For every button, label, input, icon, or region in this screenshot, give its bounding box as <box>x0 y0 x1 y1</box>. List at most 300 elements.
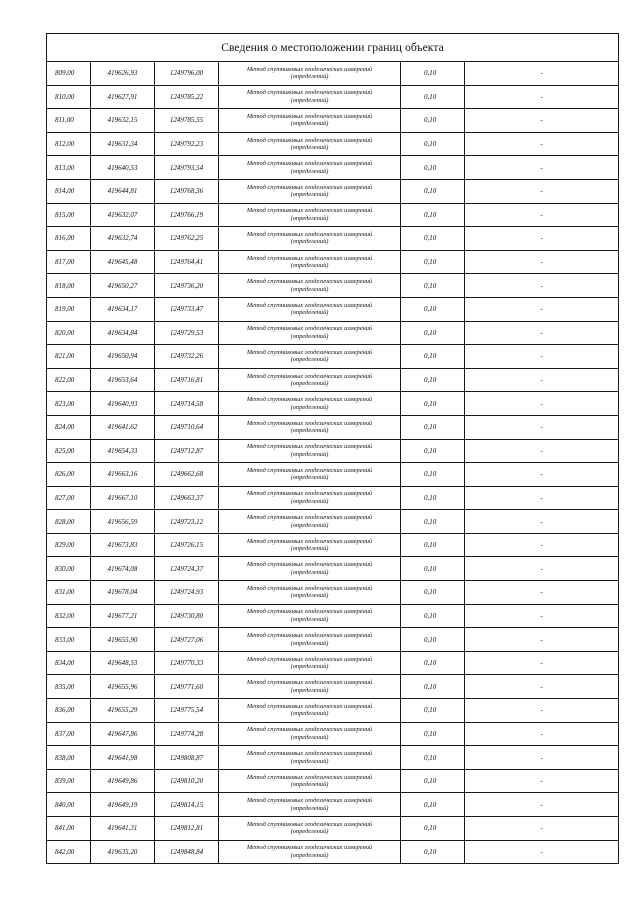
x-coordinate-cell: 419655,96 <box>91 675 155 699</box>
note-cell: - <box>465 109 619 133</box>
point-number-cell: 812,00 <box>47 132 91 156</box>
accuracy-cell: 0,10 <box>401 533 465 557</box>
table-row <box>47 345 619 369</box>
point-number-cell: 815,00 <box>47 203 91 227</box>
method-line-2: (определений) <box>290 73 329 81</box>
accuracy-cell: 0,10 <box>401 345 465 369</box>
y-coordinate-cell: 1249736,20 <box>155 274 219 298</box>
method-line-2: (определений) <box>290 615 329 623</box>
y-coordinate-cell: 1249732,26 <box>155 345 219 369</box>
y-coordinate-cell: 1249766,19 <box>155 203 219 227</box>
method-line-1: Метод спутниковых геодезических измерений <box>246 160 373 168</box>
y-coordinate-cell: 1249723,12 <box>155 510 219 534</box>
x-coordinate-cell: 419648,53 <box>91 651 155 675</box>
table-row <box>47 85 619 109</box>
accuracy-cell: 0,10 <box>401 179 465 203</box>
accuracy-cell: 0,10 <box>401 85 465 109</box>
y-coordinate-cell: 1249724,93 <box>155 581 219 605</box>
point-number-cell: 842,00 <box>47 840 91 864</box>
x-coordinate-cell: 419641,62 <box>91 415 155 439</box>
y-coordinate-cell: 1249726,15 <box>155 533 219 557</box>
y-coordinate-cell: 1249729,53 <box>155 321 219 345</box>
method-line-1: Метод спутниковых геодезических измерений <box>246 797 373 805</box>
method-line-2: (определений) <box>290 214 329 222</box>
table-row <box>47 628 619 652</box>
point-number-cell: 818,00 <box>47 274 91 298</box>
note-cell: - <box>465 793 619 817</box>
method-cell <box>219 132 401 156</box>
y-coordinate-cell: 1249810,20 <box>155 769 219 793</box>
table-row <box>47 250 619 274</box>
accuracy-cell: 0,10 <box>401 840 465 864</box>
method-cell <box>219 62 401 86</box>
accuracy-cell: 0,10 <box>401 722 465 746</box>
note-cell: - <box>465 345 619 369</box>
table-row <box>47 699 619 723</box>
point-number-cell: 819,00 <box>47 297 91 321</box>
accuracy-cell: 0,10 <box>401 227 465 251</box>
accuracy-cell: 0,10 <box>401 132 465 156</box>
method-cell <box>219 675 401 699</box>
y-coordinate-cell: 1249663,37 <box>155 486 219 510</box>
method-cell <box>219 533 401 557</box>
table-row <box>47 651 619 675</box>
method-line-1: Метод спутниковых геодезических измерений <box>246 750 373 758</box>
accuracy-cell: 0,10 <box>401 62 465 86</box>
accuracy-cell: 0,10 <box>401 746 465 770</box>
table-title: Сведения о местоположении границ объекта <box>47 34 619 62</box>
method-line-2: (определений) <box>290 450 329 458</box>
accuracy-cell: 0,10 <box>401 675 465 699</box>
method-cell <box>219 85 401 109</box>
note-cell: - <box>465 840 619 864</box>
method-line-2: (определений) <box>290 710 329 718</box>
table-row <box>47 769 619 793</box>
y-coordinate-cell: 1249730,80 <box>155 604 219 628</box>
method-line-1: Метод спутниковых геодезических измерений <box>246 136 373 144</box>
point-number-cell: 832,00 <box>47 604 91 628</box>
table-row <box>47 604 619 628</box>
point-number-cell: 840,00 <box>47 793 91 817</box>
note-cell: - <box>465 156 619 180</box>
point-number-cell: 822,00 <box>47 368 91 392</box>
method-cell <box>219 368 401 392</box>
note-cell: - <box>465 179 619 203</box>
note-cell: - <box>465 746 619 770</box>
note-cell: - <box>465 62 619 86</box>
point-number-cell: 831,00 <box>47 581 91 605</box>
y-coordinate-cell: 1249792,23 <box>155 132 219 156</box>
method-line-2: (определений) <box>290 191 329 199</box>
method-line-1: Метод спутниковых геодезических измерений <box>246 679 373 687</box>
method-line-2: (определений) <box>290 238 329 246</box>
method-line-2: (определений) <box>290 167 329 175</box>
table-row <box>47 227 619 251</box>
method-line-1: Метод спутниковых геодезических измерений <box>246 773 373 781</box>
x-coordinate-cell: 419677,21 <box>91 604 155 628</box>
note-cell: - <box>465 769 619 793</box>
x-coordinate-cell: 419632,74 <box>91 227 155 251</box>
accuracy-cell: 0,10 <box>401 415 465 439</box>
x-coordinate-cell: 419631,34 <box>91 132 155 156</box>
method-line-2: (определений) <box>290 120 329 128</box>
y-coordinate-cell: 1249770,33 <box>155 651 219 675</box>
table-row <box>47 203 619 227</box>
method-cell <box>219 321 401 345</box>
table-row <box>47 439 619 463</box>
method-cell <box>219 274 401 298</box>
method-line-2: (определений) <box>290 380 329 388</box>
method-cell <box>219 746 401 770</box>
note-cell: - <box>465 439 619 463</box>
note-cell: - <box>465 557 619 581</box>
method-line-1: Метод спутниковых геодезических измерений <box>246 325 373 333</box>
method-line-1: Метод спутниковых геодезических измерений <box>246 348 373 356</box>
point-number-cell: 826,00 <box>47 463 91 487</box>
method-cell <box>219 203 401 227</box>
method-line-1: Метод спутниковых геодезических измерений <box>246 301 373 309</box>
x-coordinate-cell: 419634,17 <box>91 297 155 321</box>
method-cell <box>219 345 401 369</box>
accuracy-cell: 0,10 <box>401 392 465 416</box>
method-line-1: Метод спутниковых геодезических измерений <box>246 702 373 710</box>
accuracy-cell: 0,10 <box>401 250 465 274</box>
note-cell: - <box>465 85 619 109</box>
table-row <box>47 62 619 86</box>
accuracy-cell: 0,10 <box>401 557 465 581</box>
accuracy-cell: 0,10 <box>401 769 465 793</box>
method-line-1: Метод спутниковых геодезических измерений <box>246 65 373 73</box>
x-coordinate-cell: 419667,10 <box>91 486 155 510</box>
method-line-1: Метод спутниковых геодезических измерений <box>246 278 373 286</box>
point-number-cell: 841,00 <box>47 817 91 841</box>
x-coordinate-cell: 419654,33 <box>91 439 155 463</box>
method-line-2: (определений) <box>290 851 329 859</box>
point-number-cell: 814,00 <box>47 179 91 203</box>
x-coordinate-cell: 419656,59 <box>91 510 155 534</box>
boundary-coordinates-table <box>46 33 619 864</box>
x-coordinate-cell: 419645,48 <box>91 250 155 274</box>
point-number-cell: 830,00 <box>47 557 91 581</box>
method-line-1: Метод спутниковых геодезических измерений <box>246 561 373 569</box>
method-line-1: Метод спутниковых геодезических измерений <box>246 844 373 852</box>
note-cell: - <box>465 486 619 510</box>
y-coordinate-cell: 1249710,64 <box>155 415 219 439</box>
accuracy-cell: 0,10 <box>401 321 465 345</box>
y-coordinate-cell: 1249716,81 <box>155 368 219 392</box>
table-row <box>47 109 619 133</box>
method-line-1: Метод спутниковых геодезических измерений <box>246 183 373 191</box>
method-line-2: (определений) <box>290 804 329 812</box>
method-cell <box>219 463 401 487</box>
method-cell <box>219 486 401 510</box>
accuracy-cell: 0,10 <box>401 604 465 628</box>
y-coordinate-cell: 1249733,47 <box>155 297 219 321</box>
method-line-2: (определений) <box>290 309 329 317</box>
method-line-1: Метод спутниковых геодезических измерений <box>246 608 373 616</box>
table-row <box>47 510 619 534</box>
point-number-cell: 827,00 <box>47 486 91 510</box>
x-coordinate-cell: 419634,84 <box>91 321 155 345</box>
method-line-1: Метод спутниковых геодезических измерений <box>246 207 373 215</box>
note-cell: - <box>465 651 619 675</box>
method-line-2: (определений) <box>290 757 329 765</box>
note-cell: - <box>465 415 619 439</box>
x-coordinate-cell: 419650,27 <box>91 274 155 298</box>
table-row <box>47 274 619 298</box>
y-coordinate-cell: 1249662,68 <box>155 463 219 487</box>
x-coordinate-cell: 419641,31 <box>91 817 155 841</box>
accuracy-cell: 0,10 <box>401 510 465 534</box>
method-line-2: (определений) <box>290 592 329 600</box>
point-number-cell: 821,00 <box>47 345 91 369</box>
x-coordinate-cell: 419649,19 <box>91 793 155 817</box>
method-line-1: Метод спутниковых геодезических измерений <box>246 490 373 498</box>
point-number-cell: 833,00 <box>47 628 91 652</box>
accuracy-cell: 0,10 <box>401 274 465 298</box>
method-line-2: (определений) <box>290 521 329 529</box>
note-cell: - <box>465 132 619 156</box>
x-coordinate-cell: 419640,53 <box>91 156 155 180</box>
x-coordinate-cell: 419627,91 <box>91 85 155 109</box>
method-line-2: (определений) <box>290 497 329 505</box>
point-number-cell: 823,00 <box>47 392 91 416</box>
accuracy-cell: 0,10 <box>401 486 465 510</box>
x-coordinate-cell: 419653,64 <box>91 368 155 392</box>
y-coordinate-cell: 1249727,06 <box>155 628 219 652</box>
method-line-2: (определений) <box>290 781 329 789</box>
method-cell <box>219 817 401 841</box>
note-cell: - <box>465 368 619 392</box>
x-coordinate-cell: 419650,94 <box>91 345 155 369</box>
method-cell <box>219 415 401 439</box>
x-coordinate-cell: 419644,81 <box>91 179 155 203</box>
method-line-1: Метод спутниковых геодезических измерений <box>246 372 373 380</box>
method-cell <box>219 227 401 251</box>
note-cell: - <box>465 722 619 746</box>
method-line-2: (определений) <box>290 356 329 364</box>
accuracy-cell: 0,10 <box>401 368 465 392</box>
table-row <box>47 297 619 321</box>
x-coordinate-cell: 419641,98 <box>91 746 155 770</box>
method-line-2: (определений) <box>290 686 329 694</box>
method-cell <box>219 699 401 723</box>
note-cell: - <box>465 533 619 557</box>
x-coordinate-cell: 419663,16 <box>91 463 155 487</box>
accuracy-cell: 0,10 <box>401 297 465 321</box>
method-cell <box>219 439 401 463</box>
method-line-1: Метод спутниковых геодезических измерений <box>246 820 373 828</box>
point-number-cell: 834,00 <box>47 651 91 675</box>
y-coordinate-cell: 1249775,54 <box>155 699 219 723</box>
note-cell: - <box>465 628 619 652</box>
table-row <box>47 463 619 487</box>
x-coordinate-cell: 419640,93 <box>91 392 155 416</box>
x-coordinate-cell: 419649,86 <box>91 769 155 793</box>
y-coordinate-cell: 1249714,58 <box>155 392 219 416</box>
table-row <box>47 675 619 699</box>
table-row <box>47 156 619 180</box>
method-line-2: (определений) <box>290 96 329 104</box>
note-cell: - <box>465 604 619 628</box>
point-number-cell: 811,00 <box>47 109 91 133</box>
y-coordinate-cell: 1249814,15 <box>155 793 219 817</box>
x-coordinate-cell: 419632,15 <box>91 109 155 133</box>
point-number-cell: 810,00 <box>47 85 91 109</box>
method-line-2: (определений) <box>290 332 329 340</box>
note-cell: - <box>465 227 619 251</box>
point-number-cell: 813,00 <box>47 156 91 180</box>
y-coordinate-cell: 1249808,87 <box>155 746 219 770</box>
x-coordinate-cell: 419655,90 <box>91 628 155 652</box>
table-row <box>47 840 619 864</box>
method-cell <box>219 604 401 628</box>
method-line-1: Метод спутниковых геодезических измерений <box>246 584 373 592</box>
method-line-1: Метод спутниковых геодезических измерений <box>246 514 373 522</box>
table-row <box>47 415 619 439</box>
table-title-row <box>47 34 619 62</box>
note-cell: - <box>465 250 619 274</box>
accuracy-cell: 0,10 <box>401 203 465 227</box>
method-line-1: Метод спутниковых геодезических измерений <box>246 112 373 120</box>
y-coordinate-cell: 1249768,36 <box>155 179 219 203</box>
method-line-2: (определений) <box>290 427 329 435</box>
table-row <box>47 486 619 510</box>
point-number-cell: 837,00 <box>47 722 91 746</box>
method-line-2: (определений) <box>290 828 329 836</box>
y-coordinate-cell: 1249796,00 <box>155 62 219 86</box>
x-coordinate-cell: 419626,93 <box>91 62 155 86</box>
y-coordinate-cell: 1249764,41 <box>155 250 219 274</box>
method-line-1: Метод спутниковых геодезических измерений <box>246 89 373 97</box>
method-line-1: Метод спутниковых геодезических измерений <box>246 466 373 474</box>
x-coordinate-cell: 419647,86 <box>91 722 155 746</box>
note-cell: - <box>465 510 619 534</box>
x-coordinate-cell: 419674,08 <box>91 557 155 581</box>
point-number-cell: 828,00 <box>47 510 91 534</box>
y-coordinate-cell: 1249774,28 <box>155 722 219 746</box>
method-cell <box>219 840 401 864</box>
note-cell: - <box>465 274 619 298</box>
y-coordinate-cell: 1249771,60 <box>155 675 219 699</box>
x-coordinate-cell: 419678,04 <box>91 581 155 605</box>
point-number-cell: 829,00 <box>47 533 91 557</box>
y-coordinate-cell: 1249785,55 <box>155 109 219 133</box>
method-line-2: (определений) <box>290 474 329 482</box>
table-row <box>47 557 619 581</box>
table-row <box>47 368 619 392</box>
method-line-1: Метод спутниковых геодезических измерений <box>246 396 373 404</box>
x-coordinate-cell: 419635,20 <box>91 840 155 864</box>
method-cell <box>219 156 401 180</box>
accuracy-cell: 0,10 <box>401 651 465 675</box>
x-coordinate-cell: 419673,83 <box>91 533 155 557</box>
table-row <box>47 581 619 605</box>
method-cell <box>219 651 401 675</box>
method-cell <box>219 109 401 133</box>
y-coordinate-cell: 1249724,37 <box>155 557 219 581</box>
table-row <box>47 132 619 156</box>
method-line-2: (определений) <box>290 262 329 270</box>
note-cell: - <box>465 297 619 321</box>
table-row <box>47 817 619 841</box>
method-line-2: (определений) <box>290 545 329 553</box>
y-coordinate-cell: 1249812,81 <box>155 817 219 841</box>
method-line-2: (определений) <box>290 568 329 576</box>
method-line-2: (определений) <box>290 285 329 293</box>
method-cell <box>219 769 401 793</box>
table-row <box>47 533 619 557</box>
point-number-cell: 817,00 <box>47 250 91 274</box>
method-line-2: (определений) <box>290 733 329 741</box>
table-row <box>47 321 619 345</box>
point-number-cell: 836,00 <box>47 699 91 723</box>
accuracy-cell: 0,10 <box>401 109 465 133</box>
method-cell <box>219 557 401 581</box>
table-row <box>47 179 619 203</box>
note-cell: - <box>465 203 619 227</box>
note-cell: - <box>465 392 619 416</box>
point-number-cell: 820,00 <box>47 321 91 345</box>
note-cell: - <box>465 817 619 841</box>
method-line-2: (определений) <box>290 663 329 671</box>
table-row <box>47 722 619 746</box>
note-cell: - <box>465 581 619 605</box>
method-cell <box>219 722 401 746</box>
y-coordinate-cell: 1249848,84 <box>155 840 219 864</box>
method-cell <box>219 297 401 321</box>
method-line-2: (определений) <box>290 144 329 152</box>
accuracy-cell: 0,10 <box>401 793 465 817</box>
method-line-1: Метод спутниковых геодезических измерений <box>246 726 373 734</box>
method-line-1: Метод спутниковых геодезических измерений <box>246 632 373 640</box>
point-number-cell: 816,00 <box>47 227 91 251</box>
point-number-cell: 824,00 <box>47 415 91 439</box>
y-coordinate-cell: 1249762,25 <box>155 227 219 251</box>
y-coordinate-cell: 1249785,22 <box>155 85 219 109</box>
method-line-1: Метод спутниковых геодезических измерений <box>246 254 373 262</box>
accuracy-cell: 0,10 <box>401 628 465 652</box>
table-row <box>47 746 619 770</box>
method-line-1: Метод спутниковых геодезических измерений <box>246 230 373 238</box>
method-cell <box>219 510 401 534</box>
table-row <box>47 793 619 817</box>
method-cell <box>219 793 401 817</box>
note-cell: - <box>465 463 619 487</box>
method-line-1: Метод спутниковых геодезических измерений <box>246 655 373 663</box>
accuracy-cell: 0,10 <box>401 156 465 180</box>
x-coordinate-cell: 419632,07 <box>91 203 155 227</box>
method-line-1: Метод спутниковых геодезических измерений <box>246 537 373 545</box>
method-line-1: Метод спутниковых геодезических измерений <box>246 419 373 427</box>
method-cell <box>219 392 401 416</box>
accuracy-cell: 0,10 <box>401 581 465 605</box>
method-cell <box>219 628 401 652</box>
method-line-1: Метод спутниковых геодезических измерений <box>246 443 373 451</box>
table-row <box>47 392 619 416</box>
method-cell <box>219 581 401 605</box>
point-number-cell: 838,00 <box>47 746 91 770</box>
method-cell <box>219 250 401 274</box>
point-number-cell: 809,00 <box>47 62 91 86</box>
note-cell: - <box>465 675 619 699</box>
point-number-cell: 825,00 <box>47 439 91 463</box>
accuracy-cell: 0,10 <box>401 817 465 841</box>
method-cell <box>219 179 401 203</box>
accuracy-cell: 0,10 <box>401 463 465 487</box>
x-coordinate-cell: 419655,29 <box>91 699 155 723</box>
accuracy-cell: 0,10 <box>401 699 465 723</box>
